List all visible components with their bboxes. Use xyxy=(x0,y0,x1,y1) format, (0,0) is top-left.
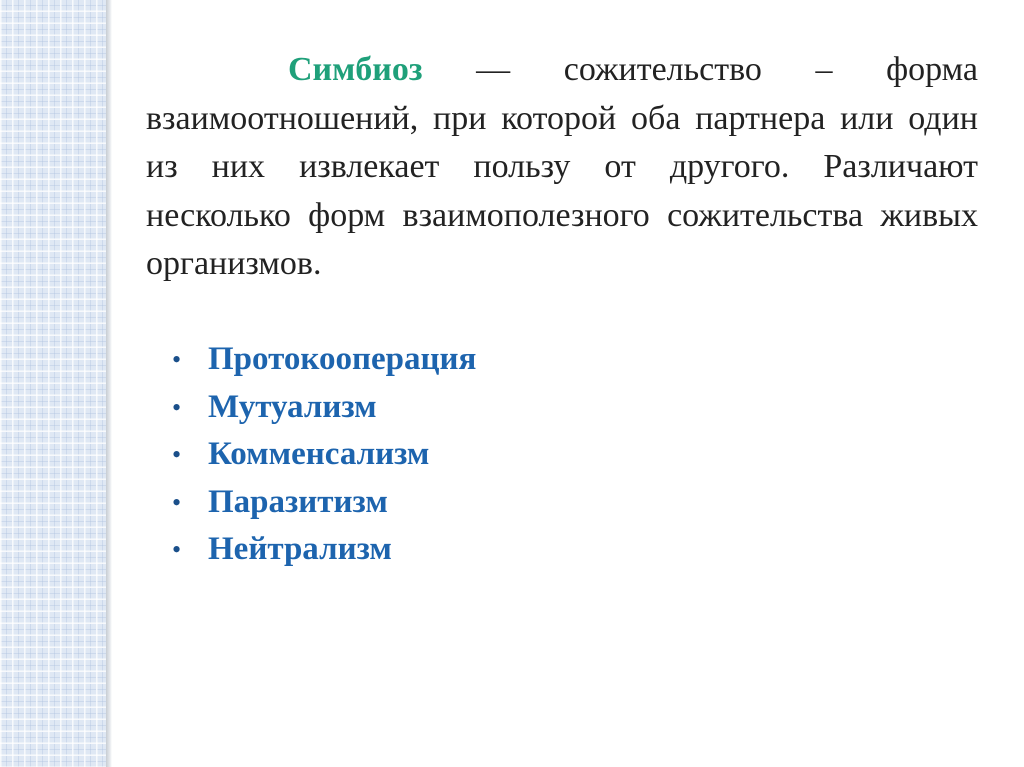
definition-text: — сожительство – форма взаимоотношений, при которой оба партнера или один из них извлекает пользу от другого. Различают несколько форм взаимополезного сожительства живых организмов. xyxy=(146,51,978,282)
definition-term: Симбиоз xyxy=(288,51,423,88)
list-item-label: Нейтрализм xyxy=(208,531,392,567)
list-item-label: Протокооперация xyxy=(208,341,477,377)
list-item-label: Мутуализм xyxy=(208,388,377,425)
list-item-label: Паразитизм xyxy=(208,483,388,520)
symbiosis-types-list xyxy=(172,336,476,574)
list-item xyxy=(172,336,476,384)
list-item xyxy=(172,526,476,574)
list-item-label: Комменсализм xyxy=(208,436,430,472)
bullet-icon: • xyxy=(172,487,182,517)
side-strip-shadow xyxy=(106,0,112,767)
list-item xyxy=(172,479,476,527)
list-item xyxy=(172,431,476,479)
decorative-side-strip xyxy=(0,0,106,767)
definition-paragraph xyxy=(146,46,978,289)
bullet-icon: • xyxy=(172,440,182,469)
bullet-icon: • xyxy=(172,345,182,374)
bullet-icon: • xyxy=(172,535,182,564)
list-item xyxy=(172,384,476,432)
bullet-icon: • xyxy=(172,392,182,422)
